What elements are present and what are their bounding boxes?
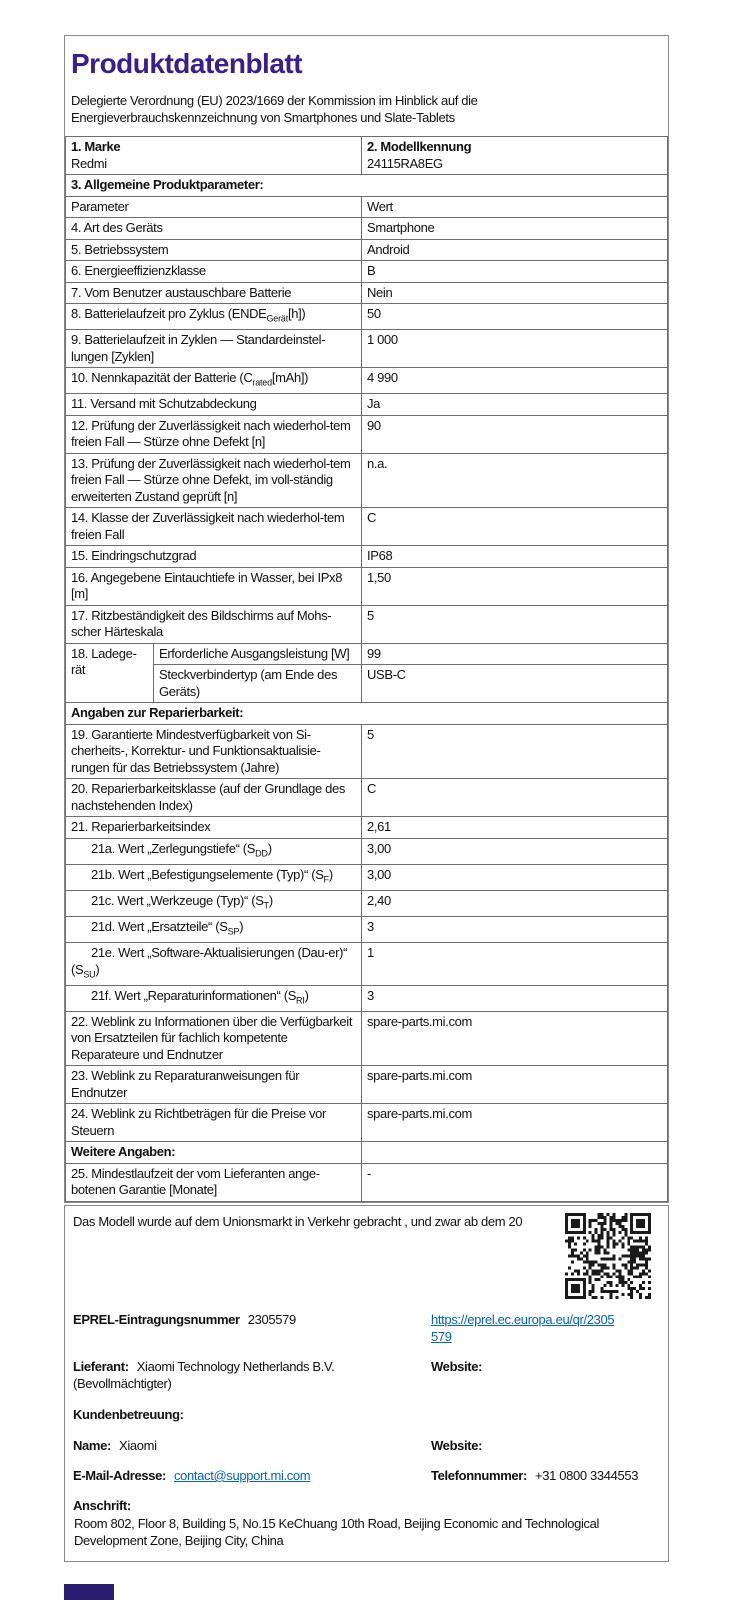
name-label: Name: <box>73 1438 111 1453</box>
eprel-link[interactable]: https://eprel.ec.europa.eu/qr/2305579 <box>431 1312 615 1344</box>
support-header: Kundenbetreuung: <box>73 1407 184 1422</box>
table-row <box>66 546 668 568</box>
regulation-subtitle: Delegierte Verordnung (EU) 2023/1669 der Kommission im Hinblick auf die Energieverbrauchskennzeichnung von Smartphones und Slate-Tablets <box>71 93 478 125</box>
param-label: 21d. Wert „Ersatzteile“ $(S_{SP})$ <box>66 916 362 942</box>
param-value: n.a. <box>362 453 668 508</box>
table-row <box>66 779 668 817</box>
address-label: Anschrift: <box>73 1498 131 1513</box>
table-row <box>66 985 668 1011</box>
param-value: IP68 <box>362 546 668 568</box>
param-value: USB-C <box>362 665 668 703</box>
table-row <box>66 724 668 779</box>
eprel-row <box>65 1311 668 1345</box>
table-row <box>66 890 668 916</box>
phone-label: Telefonnummer: <box>431 1468 527 1483</box>
param-value: 1 000 <box>362 330 668 368</box>
param-label: 7. Vom Benutzer austauschbare Batterie <box>66 282 362 304</box>
param-value: 1,50 <box>362 567 668 605</box>
table-row-section <box>66 175 668 197</box>
param-value: C <box>362 508 668 546</box>
param-label: 4. Art des Geräts <box>66 218 362 240</box>
table-row <box>66 916 668 942</box>
email-label: E-Mail-Adresse: <box>73 1468 166 1483</box>
param-value: Android <box>362 239 668 261</box>
param-label: 21a. Wert „Zerlegungstiefe“ $(S_{DD})$ <box>66 838 362 864</box>
address-value: Room 802, Floor 8, Building 5, No.15 KeChuang 10th Road, Beijing Economic and Technological Development Zone, Beijing City, China <box>74 1516 600 1548</box>
param-value: B <box>362 261 668 283</box>
param-label: Steckverbindertyp (am Ende des Geräts) <box>154 665 362 703</box>
param-label: 17. Ritzbeständigkeit des Bildschirms auf Mohs-scher Härteskala <box>66 605 362 643</box>
table-row <box>66 218 668 240</box>
param-label: 6. Energieeffizienzklasse <box>66 261 362 283</box>
section-header-more: Weitere Angaben: <box>66 1142 362 1164</box>
param-label: 23. Weblink zu Reparaturanweisungen für Endnutzer <box>66 1066 362 1104</box>
table-row-charger <box>66 665 668 703</box>
product-parameters-table <box>65 136 668 1202</box>
table-row <box>66 1104 668 1142</box>
model-label: 2. Modellkennung <box>367 139 472 154</box>
header-block <box>65 36 668 126</box>
table-row-charger <box>66 643 668 665</box>
table-row <box>66 394 668 416</box>
phone-value: +31 0800 3344553 <box>534 1468 639 1483</box>
table-row <box>66 239 668 261</box>
param-label: 25. Mindestlaufzeit der vom Lieferanten ange-botenen Garantie [Monate] <box>66 1163 362 1201</box>
param-value: Nein <box>362 282 668 304</box>
table-row <box>66 1011 668 1066</box>
column-header-parameter: Parameter <box>66 196 362 218</box>
param-value: Ja <box>362 394 668 416</box>
param-value: 3,00 <box>362 864 668 890</box>
table-row <box>66 817 668 839</box>
email-link[interactable]: contact@support.mi.com <box>174 1468 311 1483</box>
main-panel <box>64 35 669 1203</box>
param-value: spare-parts.mi.com <box>362 1066 668 1104</box>
param-label: 10. Nennkapazität der Batterie $(C_{rated}[mAh])$ <box>66 368 362 394</box>
eprel-label: EPREL-Eintragungsnummer <box>73 1312 240 1327</box>
param-value: 4 990 <box>362 368 668 394</box>
website-label-2: Website: <box>431 1438 483 1453</box>
param-label: 24. Weblink zu Richtbeträgen für die Preise vor Steuern <box>66 1104 362 1142</box>
param-value: 5 <box>362 605 668 643</box>
table-row-section <box>66 703 668 725</box>
table-row <box>66 368 668 394</box>
param-value: 90 <box>362 415 668 453</box>
param-value: Smartphone <box>362 218 668 240</box>
supplier-label: Lieferant: <box>73 1359 129 1374</box>
section-header-general: 3. Allgemeine Produktparameter: <box>66 175 668 197</box>
param-label: 21f. Wert „Reparaturinformationen“ $(S_{RI})$ <box>66 985 362 1011</box>
param-label: 9. Batterielaufzeit in Zyklen — Standardeinstel-lungen [Zyklen] <box>66 330 362 368</box>
model-cell <box>362 137 668 175</box>
table-row <box>66 196 668 218</box>
param-value: 3 <box>362 916 668 942</box>
eprel-number: 2305579 <box>247 1312 296 1327</box>
table-row <box>66 330 668 368</box>
param-value: spare-parts.mi.com <box>362 1011 668 1066</box>
table-row <box>66 282 668 304</box>
param-label: 16. Angegebene Eintauchtiefe in Wasser, bei IPx8 [m] <box>66 567 362 605</box>
param-label: 22. Weblink zu Informationen über die Verfügbarkeit von Ersatzteilen für fachlich kompetente Reparateure und Endnutzer <box>66 1011 362 1066</box>
name-value: Xiaomi <box>119 1438 157 1453</box>
table-row <box>66 605 668 643</box>
table-row <box>66 415 668 453</box>
name-row <box>65 1437 668 1454</box>
param-label: 19. Garantierte Mindestverfügbarkeit von Si-cherheits-, Korrektur- und Funktionsaktualisie-rungen für das Betriebssystem (Jahre) <box>66 724 362 779</box>
param-value: 3 <box>362 985 668 1011</box>
param-value: 3,00 <box>362 838 668 864</box>
brand-value: Redmi <box>71 155 107 171</box>
supplier-value: Xiaomi Technology Netherlands B.V. (Bevollmächtigter) <box>73 1359 335 1391</box>
param-value: 5 <box>362 724 668 779</box>
table-row-section <box>66 1142 668 1164</box>
market-statement-block <box>73 1213 660 1303</box>
param-value: - <box>362 1163 668 1201</box>
param-label: 8. Batterielaufzeit pro Zyklus $(ENDE_{Gerät}[h])$ <box>66 304 362 330</box>
table-row-brand <box>66 137 668 175</box>
qr-code <box>565 1213 651 1299</box>
section-header-repair: Angaben zur Reparierbarkeit: <box>66 703 668 725</box>
param-value: 2,61 <box>362 817 668 839</box>
table-row <box>66 567 668 605</box>
param-value: 50 <box>362 304 668 330</box>
supplier-row <box>65 1358 668 1392</box>
charger-group-label: 18. Ladege-rät <box>66 643 154 703</box>
footer-panel <box>64 1205 669 1562</box>
website-label: Website: <box>431 1359 483 1374</box>
param-label: 21e. Wert „Software-Aktualisierungen (Dau-er)“ $(S_{SU})$ <box>66 943 362 986</box>
param-label: 14. Klasse der Zuverlässigkeit nach wiederhol-tem freien Fall <box>66 508 362 546</box>
model-value: 24115RA8EG <box>367 155 443 171</box>
brand-label: 1. Marke <box>71 139 121 154</box>
next-page-edge <box>64 1584 114 1600</box>
param-value: spare-parts.mi.com <box>362 1104 668 1142</box>
param-value: 1 <box>362 943 668 986</box>
param-label: 12. Prüfung der Zuverlässigkeit nach wiederhol-tem freien Fall — Stürze ohne Defekt [n] <box>66 415 362 453</box>
market-statement: Das Modell wurde auf dem Unionsmarkt in Verkehr gebracht , und zwar ab dem 20 <box>73 1214 523 1229</box>
param-label: 13. Prüfung der Zuverlässigkeit nach wiederhol-tem freien Fall — Stürze ohne Defekt, im voll-ständig erweiterten Zustand geprüft [n] <box>66 453 362 508</box>
param-value: 99 <box>362 643 668 665</box>
param-label: 21c. Wert „Werkzeuge (Typ)“ $(S_T)$ <box>66 890 362 916</box>
email-row <box>65 1467 668 1484</box>
address-label-row <box>65 1497 668 1514</box>
param-label: 21b. Wert „Befestigungselemente (Typ)“ $(S_F)$ <box>66 864 362 890</box>
table-row <box>66 1163 668 1201</box>
param-label: 5. Betriebssystem <box>66 239 362 261</box>
param-label: 20. Reparierbarkeitsklasse (auf der Grundlage des nachstehenden Index) <box>66 779 362 817</box>
support-header-row <box>65 1406 668 1423</box>
table-row <box>66 508 668 546</box>
param-label: Erforderliche Ausgangsleistung [W] <box>154 643 362 665</box>
empty-value-cell <box>362 1142 668 1164</box>
table-row <box>66 943 668 986</box>
brand-cell <box>66 137 362 175</box>
table-row <box>66 1066 668 1104</box>
column-header-value: Wert <box>362 196 668 218</box>
table-row <box>66 864 668 890</box>
table-row <box>66 453 668 508</box>
table-row <box>66 261 668 283</box>
param-label: 21. Reparierbarkeitsindex <box>66 817 362 839</box>
page-title: Produktdatenblatt <box>71 48 303 79</box>
param-label: 11. Versand mit Schutzabdeckung <box>66 394 362 416</box>
table-row <box>66 304 668 330</box>
param-label: 15. Eindringschutzgrad <box>66 546 362 568</box>
table-row <box>66 838 668 864</box>
param-value: 2,40 <box>362 890 668 916</box>
param-value: C <box>362 779 668 817</box>
